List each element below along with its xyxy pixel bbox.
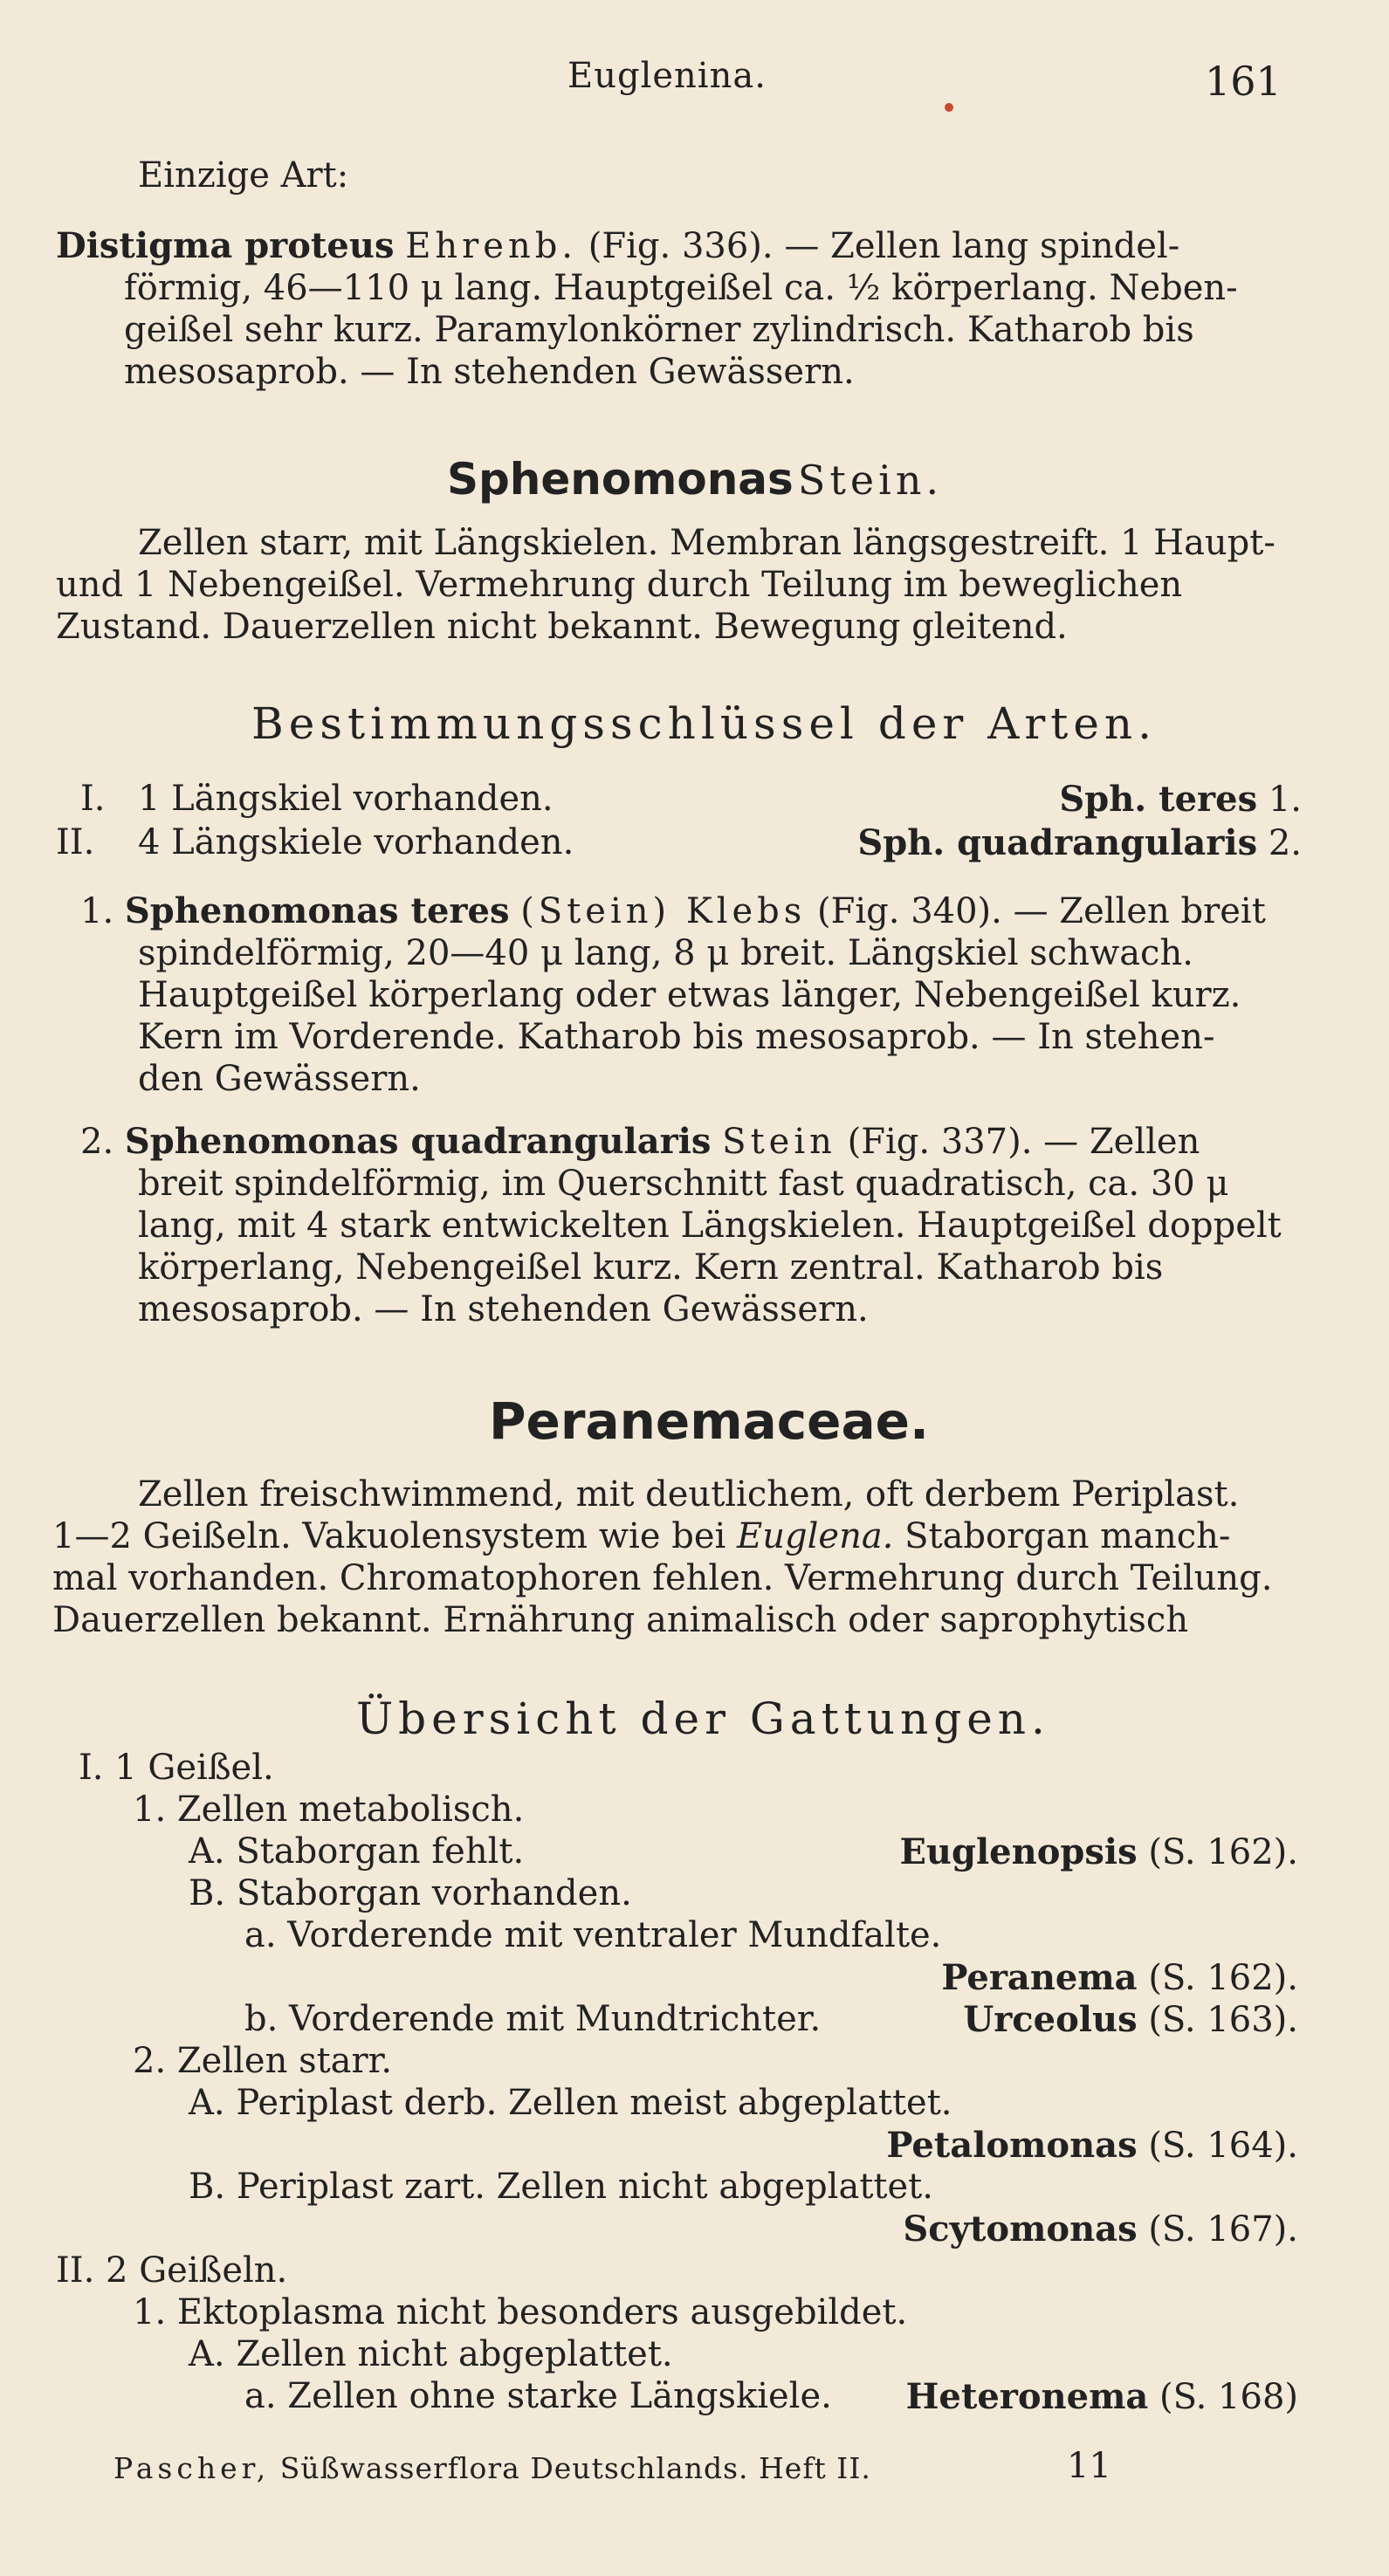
genus-heading — [447, 454, 943, 505]
genus-ref: Euglena. — [737, 1516, 894, 1556]
key-line: B. Staborgan vorhanden. — [189, 1873, 632, 1913]
genus-name: Scytomonas — [903, 2208, 1138, 2250]
family-heading: Peranemaceae. — [489, 1391, 930, 1451]
genus-name: Peranema — [941, 1957, 1138, 1998]
key-line: a. Vorderende mit ventraler Mundfalte. — [244, 1915, 942, 1955]
key-ref: 2. — [1268, 823, 1302, 863]
key-result — [903, 2208, 1298, 2250]
species-num: 1. — [80, 891, 114, 931]
entry-line: spindelförmig, 20—40 μ lang, 8 μ breit. Längskiel schwach. — [138, 933, 1193, 973]
genus-author: Stein. — [797, 457, 944, 504]
key-text: 4 Längskiele vorhanden. — [138, 822, 574, 862]
entry-line: mesosaprob. — In stehenden Gewässern. — [124, 352, 855, 392]
key-result — [963, 1999, 1298, 2040]
key-num: II. — [56, 822, 95, 862]
entry-text: (Fig. 340). — Zellen breit — [817, 891, 1266, 931]
key-line: A. Staborgan fehlt. — [189, 1831, 525, 1872]
key-result — [941, 1957, 1298, 1998]
entry-line: den Gewässern. — [138, 1059, 421, 1099]
key-species: Sph. quadrangularis — [857, 822, 1258, 863]
genus-name: Petalomonas — [886, 2125, 1138, 2166]
genus-name: Euglenopsis — [899, 1831, 1138, 1872]
genus-name: Heteronema — [905, 2376, 1149, 2417]
page-number: 161 — [1205, 58, 1282, 105]
key-num: I. — [80, 779, 106, 819]
species-entry — [80, 1121, 1303, 1330]
key-line: b. Vorderende mit Mundtrichter. — [244, 1999, 822, 2039]
key-result — [1059, 779, 1302, 820]
desc-text: Staborgan manch- — [893, 1516, 1231, 1556]
genus-name: Urceolus — [963, 1999, 1138, 2040]
running-header: Euglenina. — [567, 56, 767, 96]
page-ref: (S. 164). — [1148, 2126, 1298, 2166]
page-ref: (S. 162). — [1148, 1832, 1298, 1872]
key-line: a. Zellen ohne starke Längskiele. — [244, 2376, 832, 2416]
species-name: Sphenomonas quadrangularis — [124, 1121, 712, 1162]
species-author: Stein — [722, 1122, 836, 1162]
entry-line: lang, mit 4 stark entwickelten Längskielen. Hauptgeißel doppelt — [138, 1206, 1282, 1246]
overview-title: Übersicht der Gattungen. — [356, 1693, 1050, 1744]
key-ref: 1. — [1268, 780, 1302, 820]
entry-line: Kern im Vorderende. Katharob bis mesosaprob. — In stehen- — [138, 1017, 1215, 1057]
desc-line: Dauerzellen bekannt. Ernährung animalisch oder saprophytisch — [52, 1600, 1189, 1640]
key-title: Bestimmungsschlüssel der Arten. — [251, 698, 1158, 749]
key-line: 1. Ektoplasma nicht besonders ausgebildet. — [133, 2292, 908, 2332]
footer-author: Pascher, — [113, 2451, 271, 2485]
entry-line: mesosaprob. — In stehenden Gewässern. — [138, 1289, 869, 1329]
entry-line: förmig, 46—110 μ lang. Hauptgeißel ca. ½ körperlang. Neben- — [124, 268, 1238, 308]
key-line: A. Periplast derb. Zellen meist abgeplattet. — [189, 2083, 952, 2123]
page-ref: (S. 168) — [1159, 2377, 1298, 2417]
entry-line: Hauptgeißel körperlang oder etwas länger, Nebengeißel kurz. — [138, 975, 1241, 1015]
key-text: 1 Längskiel vorhanden. — [138, 779, 554, 819]
page-ref: (S. 162). — [1148, 1958, 1298, 1998]
page-ref: (S. 163). — [1148, 2000, 1298, 2040]
sheet-signature: 11 — [1067, 2446, 1111, 2486]
key-line: II. 2 Geißeln. — [56, 2250, 288, 2291]
genus-name: Sphenomonas — [447, 454, 794, 505]
key-line: A. Zellen nicht abgeplattet. — [189, 2334, 673, 2374]
intro-text: Einzige Art: — [138, 155, 349, 196]
species-entry — [80, 890, 1303, 1100]
desc-line: Zustand. Dauerzellen nicht bekannt. Bewegung gleitend. — [56, 607, 1068, 647]
species-name: Sphenomonas teres — [124, 890, 510, 931]
species-name: Distigma proteus — [56, 225, 395, 266]
key-line: 1. Zellen metabolisch. — [133, 1789, 525, 1830]
key-result — [906, 2376, 1298, 2417]
desc-line: Zellen freischwimmend, mit deutlichem, oft derbem Periplast. — [138, 1474, 1240, 1515]
genus-description — [56, 522, 1304, 648]
desc-line: Zellen starr, mit Längskielen. Membran längsgestreift. 1 Haupt- — [138, 523, 1276, 563]
key-line: 2. Zellen starr. — [133, 2041, 393, 2081]
key-result — [886, 2125, 1298, 2166]
entry-text: (Fig. 336). — Zellen lang spindel- — [588, 226, 1180, 266]
footer-title: Süßwasserflora Deutschlands. Heft II. — [279, 2451, 871, 2485]
entry-line: körperlang, Nebengeißel kurz. Kern zentral. Katharob bis — [138, 1247, 1164, 1288]
desc-text: 1—2 Geißeln. Vakuolensystem wie bei — [52, 1516, 738, 1556]
desc-line: mal vorhanden. Chromatophoren fehlen. Vermehrung durch Teilung. — [52, 1558, 1273, 1598]
page-ref: (S. 167). — [1148, 2209, 1298, 2250]
footer-signature — [113, 2451, 871, 2485]
family-description — [52, 1473, 1310, 1641]
species-num: 2. — [80, 1122, 114, 1162]
ink-spot — [945, 103, 953, 112]
entry-text: (Fig. 337). — Zellen — [847, 1122, 1200, 1162]
species-author: (Stein) Klebs — [520, 891, 807, 931]
key-species: Sph. teres — [1059, 779, 1258, 820]
entry-line: geißel sehr kurz. Paramylonkörner zylindrisch. Katharob bis — [124, 310, 1194, 350]
key-line: I. 1 Geißel. — [79, 1748, 274, 1788]
entry-line: breit spindelförmig, im Querschnitt fast quadratisch, ca. 30 μ — [138, 1164, 1229, 1204]
key-line: B. Periplast zart. Zellen nicht abgeplattet. — [189, 2167, 933, 2207]
desc-line: und 1 Nebengeißel. Vermehrung durch Teilung im beweglichen — [56, 565, 1183, 605]
species-author: Ehrenb. — [405, 226, 578, 266]
distigma-entry — [56, 225, 1304, 393]
key-result — [899, 1831, 1298, 1872]
key-result — [857, 822, 1302, 863]
